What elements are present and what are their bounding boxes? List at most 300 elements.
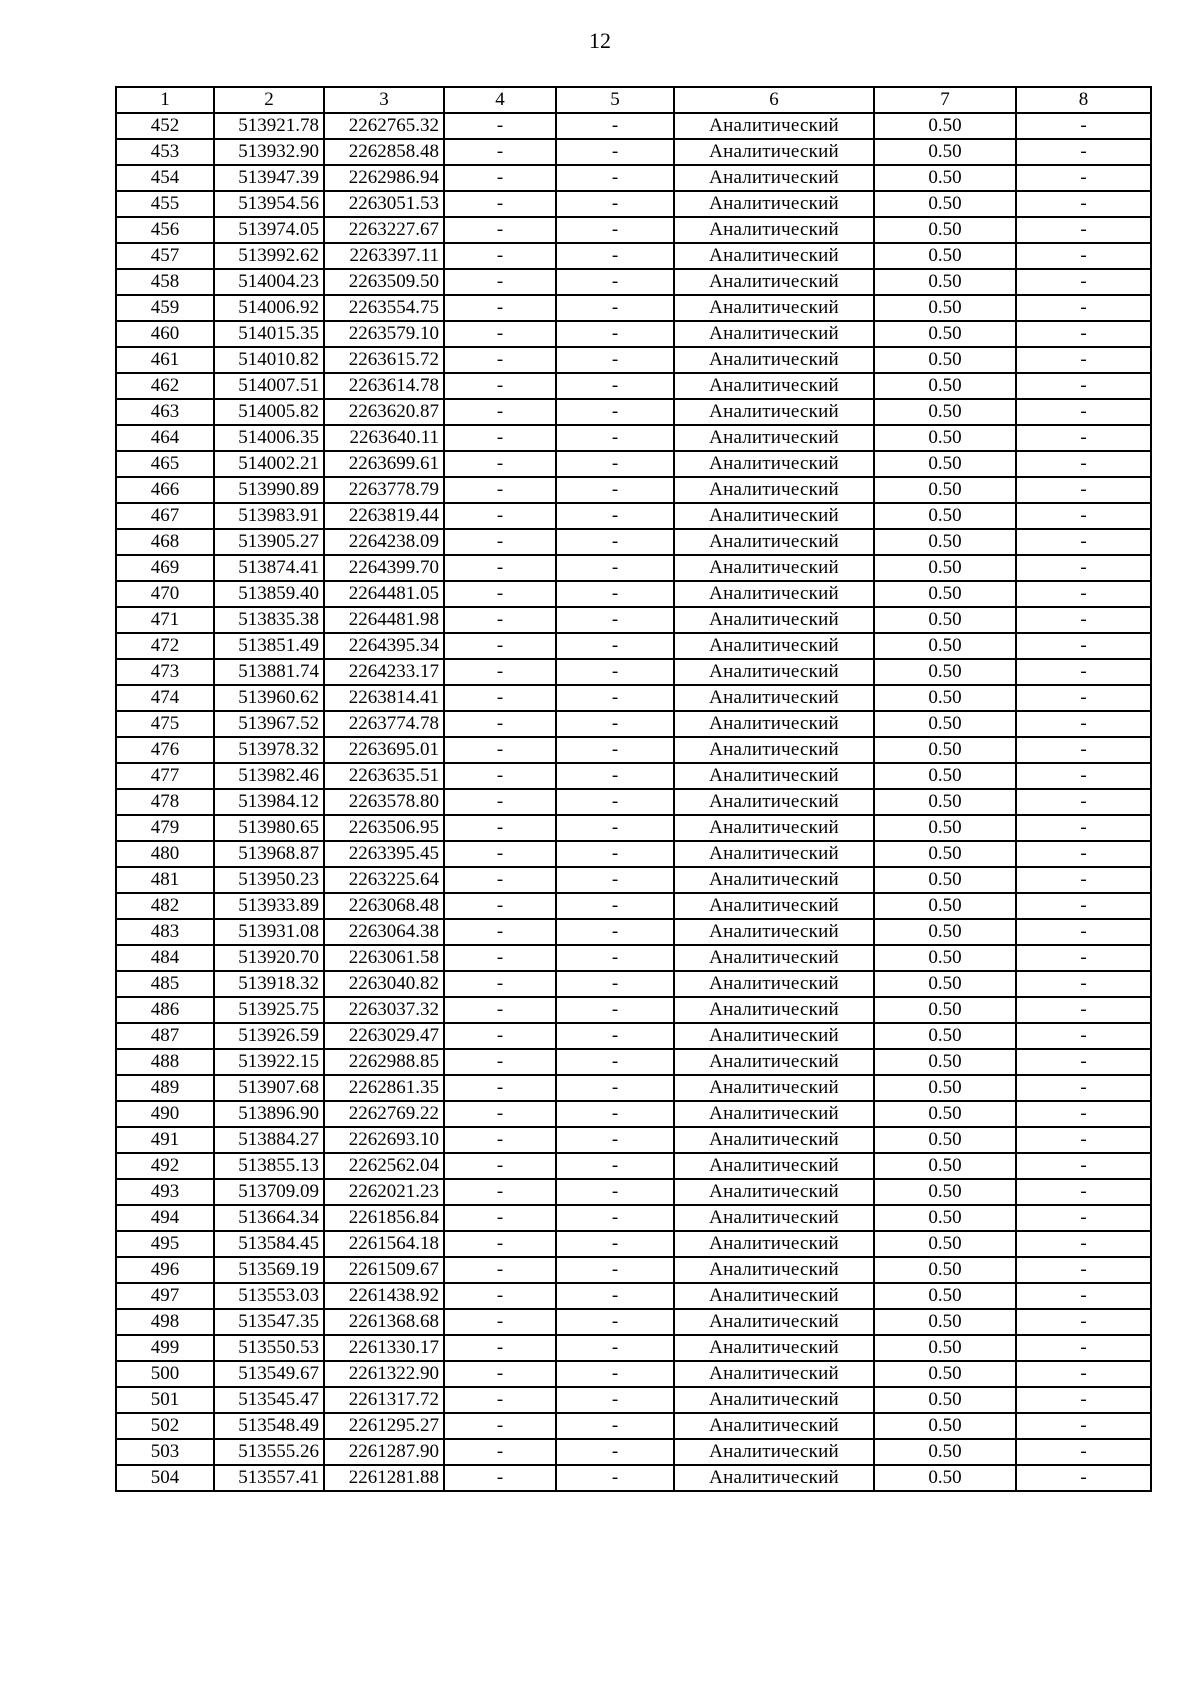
col5-cell: - xyxy=(556,841,674,867)
x-coordinate-cell: 513548.49 xyxy=(214,1413,324,1439)
y-coordinate-cell: 2264399.70 xyxy=(324,555,444,581)
accuracy-cell: 0.50 xyxy=(874,919,1016,945)
accuracy-cell: 0.50 xyxy=(874,1179,1016,1205)
point-number-cell: 485 xyxy=(116,971,214,997)
table-row xyxy=(116,295,1151,321)
col8-cell: - xyxy=(1016,919,1151,945)
y-coordinate-cell: 2263227.67 xyxy=(324,217,444,243)
col5-cell: - xyxy=(556,737,674,763)
y-coordinate-cell: 2263061.58 xyxy=(324,945,444,971)
col5-cell: - xyxy=(556,1049,674,1075)
point-number-cell: 457 xyxy=(116,243,214,269)
table-row xyxy=(116,1283,1151,1309)
x-coordinate-cell: 513851.49 xyxy=(214,633,324,659)
table-row xyxy=(116,555,1151,581)
col5-cell: - xyxy=(556,815,674,841)
table-row xyxy=(116,1231,1151,1257)
point-number-cell: 471 xyxy=(116,607,214,633)
col4-cell: - xyxy=(444,1283,556,1309)
x-coordinate-cell: 514005.82 xyxy=(214,399,324,425)
col4-cell: - xyxy=(444,529,556,555)
point-number-cell: 455 xyxy=(116,191,214,217)
y-coordinate-cell: 2263614.78 xyxy=(324,373,444,399)
x-coordinate-cell: 513984.12 xyxy=(214,789,324,815)
col8-cell: - xyxy=(1016,1413,1151,1439)
accuracy-cell: 0.50 xyxy=(874,1465,1016,1491)
method-cell: Аналитический xyxy=(674,1439,874,1465)
y-coordinate-cell: 2263699.61 xyxy=(324,451,444,477)
col5-cell: - xyxy=(556,1335,674,1361)
x-coordinate-cell: 513907.68 xyxy=(214,1075,324,1101)
coordinates-table xyxy=(115,86,1152,1492)
col5-cell: - xyxy=(556,1023,674,1049)
accuracy-cell: 0.50 xyxy=(874,971,1016,997)
x-coordinate-cell: 513859.40 xyxy=(214,581,324,607)
method-cell: Аналитический xyxy=(674,1309,874,1335)
col4-cell: - xyxy=(444,1387,556,1413)
y-coordinate-cell: 2264481.05 xyxy=(324,581,444,607)
method-cell: Аналитический xyxy=(674,373,874,399)
col4-cell: - xyxy=(444,477,556,503)
method-cell: Аналитический xyxy=(674,1413,874,1439)
x-coordinate-cell: 513925.75 xyxy=(214,997,324,1023)
table-row xyxy=(116,841,1151,867)
y-coordinate-cell: 2263040.82 xyxy=(324,971,444,997)
col8-cell: - xyxy=(1016,1205,1151,1231)
point-number-cell: 482 xyxy=(116,893,214,919)
accuracy-cell: 0.50 xyxy=(874,1309,1016,1335)
col5-cell: - xyxy=(556,1231,674,1257)
col8-cell: - xyxy=(1016,945,1151,971)
accuracy-cell: 0.50 xyxy=(874,1439,1016,1465)
accuracy-cell: 0.50 xyxy=(874,243,1016,269)
x-coordinate-cell: 513967.52 xyxy=(214,711,324,737)
col5-cell: - xyxy=(556,789,674,815)
x-coordinate-cell: 513709.09 xyxy=(214,1179,324,1205)
col8-cell: - xyxy=(1016,685,1151,711)
method-cell: Аналитический xyxy=(674,581,874,607)
method-cell: Аналитический xyxy=(674,659,874,685)
col5-cell: - xyxy=(556,477,674,503)
col5-cell: - xyxy=(556,1413,674,1439)
column-header: 6 xyxy=(674,87,874,113)
col8-cell: - xyxy=(1016,711,1151,737)
col8-cell: - xyxy=(1016,451,1151,477)
col4-cell: - xyxy=(444,945,556,971)
x-coordinate-cell: 513584.45 xyxy=(214,1231,324,1257)
method-cell: Аналитический xyxy=(674,685,874,711)
x-coordinate-cell: 513555.26 xyxy=(214,1439,324,1465)
method-cell: Аналитический xyxy=(674,1257,874,1283)
col5-cell: - xyxy=(556,165,674,191)
x-coordinate-cell: 513549.67 xyxy=(214,1361,324,1387)
y-coordinate-cell: 2261856.84 xyxy=(324,1205,444,1231)
point-number-cell: 486 xyxy=(116,997,214,1023)
col5-cell: - xyxy=(556,1465,674,1491)
col8-cell: - xyxy=(1016,555,1151,581)
col4-cell: - xyxy=(444,451,556,477)
y-coordinate-cell: 2264481.98 xyxy=(324,607,444,633)
method-cell: Аналитический xyxy=(674,1101,874,1127)
method-cell: Аналитический xyxy=(674,1153,874,1179)
y-coordinate-cell: 2263064.38 xyxy=(324,919,444,945)
method-cell: Аналитический xyxy=(674,269,874,295)
table-row xyxy=(116,1075,1151,1101)
x-coordinate-cell: 513545.47 xyxy=(214,1387,324,1413)
method-cell: Аналитический xyxy=(674,529,874,555)
col5-cell: - xyxy=(556,1361,674,1387)
table-row xyxy=(116,347,1151,373)
table-row xyxy=(116,1127,1151,1153)
y-coordinate-cell: 2263397.11 xyxy=(324,243,444,269)
col4-cell: - xyxy=(444,1153,556,1179)
col8-cell: - xyxy=(1016,815,1151,841)
table-row xyxy=(116,425,1151,451)
method-cell: Аналитический xyxy=(674,893,874,919)
col8-cell: - xyxy=(1016,633,1151,659)
x-coordinate-cell: 513932.90 xyxy=(214,139,324,165)
method-cell: Аналитический xyxy=(674,763,874,789)
y-coordinate-cell: 2263554.75 xyxy=(324,295,444,321)
y-coordinate-cell: 2263068.48 xyxy=(324,893,444,919)
point-number-cell: 465 xyxy=(116,451,214,477)
y-coordinate-cell: 2263395.45 xyxy=(324,841,444,867)
y-coordinate-cell: 2263774.78 xyxy=(324,711,444,737)
accuracy-cell: 0.50 xyxy=(874,139,1016,165)
col4-cell: - xyxy=(444,1023,556,1049)
method-cell: Аналитический xyxy=(674,113,874,139)
point-number-cell: 476 xyxy=(116,737,214,763)
col8-cell: - xyxy=(1016,1283,1151,1309)
point-number-cell: 499 xyxy=(116,1335,214,1361)
x-coordinate-cell: 513835.38 xyxy=(214,607,324,633)
col4-cell: - xyxy=(444,555,556,581)
accuracy-cell: 0.50 xyxy=(874,1231,1016,1257)
table-row xyxy=(116,815,1151,841)
col8-cell: - xyxy=(1016,191,1151,217)
col5-cell: - xyxy=(556,113,674,139)
table-row xyxy=(116,321,1151,347)
table-row xyxy=(116,685,1151,711)
method-cell: Аналитический xyxy=(674,1179,874,1205)
method-cell: Аналитический xyxy=(674,633,874,659)
accuracy-cell: 0.50 xyxy=(874,477,1016,503)
method-cell: Аналитический xyxy=(674,789,874,815)
col5-cell: - xyxy=(556,503,674,529)
method-cell: Аналитический xyxy=(674,555,874,581)
table-row xyxy=(116,139,1151,165)
col4-cell: - xyxy=(444,1335,556,1361)
point-number-cell: 496 xyxy=(116,1257,214,1283)
col4-cell: - xyxy=(444,1309,556,1335)
col8-cell: - xyxy=(1016,1439,1151,1465)
point-number-cell: 503 xyxy=(116,1439,214,1465)
col5-cell: - xyxy=(556,1257,674,1283)
table-row xyxy=(116,1023,1151,1049)
x-coordinate-cell: 513920.70 xyxy=(214,945,324,971)
table-row xyxy=(116,893,1151,919)
col4-cell: - xyxy=(444,139,556,165)
point-number-cell: 487 xyxy=(116,1023,214,1049)
table-row xyxy=(116,165,1151,191)
col4-cell: - xyxy=(444,295,556,321)
col8-cell: - xyxy=(1016,1075,1151,1101)
point-number-cell: 466 xyxy=(116,477,214,503)
y-coordinate-cell: 2261509.67 xyxy=(324,1257,444,1283)
col8-cell: - xyxy=(1016,971,1151,997)
col8-cell: - xyxy=(1016,789,1151,815)
accuracy-cell: 0.50 xyxy=(874,451,1016,477)
y-coordinate-cell: 2261368.68 xyxy=(324,1309,444,1335)
col4-cell: - xyxy=(444,841,556,867)
x-coordinate-cell: 513922.15 xyxy=(214,1049,324,1075)
method-cell: Аналитический xyxy=(674,607,874,633)
table-row xyxy=(116,1413,1151,1439)
col4-cell: - xyxy=(444,321,556,347)
accuracy-cell: 0.50 xyxy=(874,165,1016,191)
point-number-cell: 492 xyxy=(116,1153,214,1179)
accuracy-cell: 0.50 xyxy=(874,1387,1016,1413)
column-header: 8 xyxy=(1016,87,1151,113)
point-number-cell: 502 xyxy=(116,1413,214,1439)
point-number-cell: 498 xyxy=(116,1309,214,1335)
point-number-cell: 501 xyxy=(116,1387,214,1413)
page-number: 12 xyxy=(589,28,611,53)
accuracy-cell: 0.50 xyxy=(874,347,1016,373)
col4-cell: - xyxy=(444,685,556,711)
point-number-cell: 489 xyxy=(116,1075,214,1101)
accuracy-cell: 0.50 xyxy=(874,685,1016,711)
x-coordinate-cell: 513553.03 xyxy=(214,1283,324,1309)
accuracy-cell: 0.50 xyxy=(874,399,1016,425)
col8-cell: - xyxy=(1016,399,1151,425)
col8-cell: - xyxy=(1016,425,1151,451)
accuracy-cell: 0.50 xyxy=(874,581,1016,607)
column-header: 3 xyxy=(324,87,444,113)
col8-cell: - xyxy=(1016,113,1151,139)
col5-cell: - xyxy=(556,1205,674,1231)
table-row xyxy=(116,789,1151,815)
col5-cell: - xyxy=(556,1101,674,1127)
table-row xyxy=(116,1205,1151,1231)
col8-cell: - xyxy=(1016,217,1151,243)
accuracy-cell: 0.50 xyxy=(874,1257,1016,1283)
method-cell: Аналитический xyxy=(674,1075,874,1101)
col8-cell: - xyxy=(1016,529,1151,555)
y-coordinate-cell: 2262765.32 xyxy=(324,113,444,139)
col5-cell: - xyxy=(556,243,674,269)
col8-cell: - xyxy=(1016,841,1151,867)
col8-cell: - xyxy=(1016,1309,1151,1335)
point-number-cell: 468 xyxy=(116,529,214,555)
col4-cell: - xyxy=(444,503,556,529)
col5-cell: - xyxy=(556,425,674,451)
table-row xyxy=(116,1309,1151,1335)
method-cell: Аналитический xyxy=(674,1283,874,1309)
point-number-cell: 472 xyxy=(116,633,214,659)
method-cell: Аналитический xyxy=(674,1049,874,1075)
point-number-cell: 467 xyxy=(116,503,214,529)
x-coordinate-cell: 513874.41 xyxy=(214,555,324,581)
col4-cell: - xyxy=(444,269,556,295)
table-row xyxy=(116,867,1151,893)
x-coordinate-cell: 513557.41 xyxy=(214,1465,324,1491)
method-cell: Аналитический xyxy=(674,737,874,763)
col5-cell: - xyxy=(556,1309,674,1335)
col4-cell: - xyxy=(444,347,556,373)
accuracy-cell: 0.50 xyxy=(874,425,1016,451)
accuracy-cell: 0.50 xyxy=(874,659,1016,685)
col4-cell: - xyxy=(444,815,556,841)
col4-cell: - xyxy=(444,217,556,243)
col4-cell: - xyxy=(444,971,556,997)
point-number-cell: 477 xyxy=(116,763,214,789)
col8-cell: - xyxy=(1016,1387,1151,1413)
point-number-cell: 453 xyxy=(116,139,214,165)
y-coordinate-cell: 2262769.22 xyxy=(324,1101,444,1127)
y-coordinate-cell: 2264395.34 xyxy=(324,633,444,659)
y-coordinate-cell: 2263578.80 xyxy=(324,789,444,815)
accuracy-cell: 0.50 xyxy=(874,1101,1016,1127)
point-number-cell: 460 xyxy=(116,321,214,347)
point-number-cell: 464 xyxy=(116,425,214,451)
col5-cell: - xyxy=(556,295,674,321)
accuracy-cell: 0.50 xyxy=(874,789,1016,815)
table-row xyxy=(116,217,1151,243)
col5-cell: - xyxy=(556,217,674,243)
method-cell: Аналитический xyxy=(674,1127,874,1153)
col5-cell: - xyxy=(556,685,674,711)
col4-cell: - xyxy=(444,633,556,659)
y-coordinate-cell: 2261322.90 xyxy=(324,1361,444,1387)
x-coordinate-cell: 513992.62 xyxy=(214,243,324,269)
accuracy-cell: 0.50 xyxy=(874,1361,1016,1387)
y-coordinate-cell: 2263509.50 xyxy=(324,269,444,295)
col5-cell: - xyxy=(556,555,674,581)
x-coordinate-cell: 513954.56 xyxy=(214,191,324,217)
x-coordinate-cell: 514006.92 xyxy=(214,295,324,321)
col8-cell: - xyxy=(1016,1361,1151,1387)
table-row xyxy=(116,945,1151,971)
accuracy-cell: 0.50 xyxy=(874,217,1016,243)
x-coordinate-cell: 513974.05 xyxy=(214,217,324,243)
table-row xyxy=(116,503,1151,529)
accuracy-cell: 0.50 xyxy=(874,945,1016,971)
accuracy-cell: 0.50 xyxy=(874,607,1016,633)
x-coordinate-cell: 513918.32 xyxy=(214,971,324,997)
point-number-cell: 483 xyxy=(116,919,214,945)
col8-cell: - xyxy=(1016,477,1151,503)
table-row xyxy=(116,659,1151,685)
column-header: 2 xyxy=(214,87,324,113)
table-row xyxy=(116,1179,1151,1205)
accuracy-cell: 0.50 xyxy=(874,867,1016,893)
col4-cell: - xyxy=(444,1257,556,1283)
col5-cell: - xyxy=(556,529,674,555)
col4-cell: - xyxy=(444,1049,556,1075)
accuracy-cell: 0.50 xyxy=(874,633,1016,659)
col4-cell: - xyxy=(444,1075,556,1101)
col4-cell: - xyxy=(444,373,556,399)
y-coordinate-cell: 2263819.44 xyxy=(324,503,444,529)
col4-cell: - xyxy=(444,867,556,893)
col5-cell: - xyxy=(556,1075,674,1101)
accuracy-cell: 0.50 xyxy=(874,269,1016,295)
point-number-cell: 459 xyxy=(116,295,214,321)
method-cell: Аналитический xyxy=(674,321,874,347)
x-coordinate-cell: 513968.87 xyxy=(214,841,324,867)
method-cell: Аналитический xyxy=(674,815,874,841)
table-row xyxy=(116,113,1151,139)
col5-cell: - xyxy=(556,711,674,737)
point-number-cell: 497 xyxy=(116,1283,214,1309)
col5-cell: - xyxy=(556,633,674,659)
table-row xyxy=(116,971,1151,997)
col8-cell: - xyxy=(1016,607,1151,633)
y-coordinate-cell: 2261438.92 xyxy=(324,1283,444,1309)
method-cell: Аналитический xyxy=(674,295,874,321)
col5-cell: - xyxy=(556,1127,674,1153)
table-row xyxy=(116,763,1151,789)
x-coordinate-cell: 513950.23 xyxy=(214,867,324,893)
y-coordinate-cell: 2263029.47 xyxy=(324,1023,444,1049)
method-cell: Аналитический xyxy=(674,191,874,217)
point-number-cell: 470 xyxy=(116,581,214,607)
accuracy-cell: 0.50 xyxy=(874,1283,1016,1309)
col5-cell: - xyxy=(556,373,674,399)
method-cell: Аналитический xyxy=(674,503,874,529)
x-coordinate-cell: 513990.89 xyxy=(214,477,324,503)
method-cell: Аналитический xyxy=(674,711,874,737)
col5-cell: - xyxy=(556,1283,674,1309)
col5-cell: - xyxy=(556,399,674,425)
table-row xyxy=(116,373,1151,399)
y-coordinate-cell: 2262988.85 xyxy=(324,1049,444,1075)
method-cell: Аналитический xyxy=(674,1231,874,1257)
accuracy-cell: 0.50 xyxy=(874,893,1016,919)
x-coordinate-cell: 514006.35 xyxy=(214,425,324,451)
method-cell: Аналитический xyxy=(674,945,874,971)
y-coordinate-cell: 2263051.53 xyxy=(324,191,444,217)
method-cell: Аналитический xyxy=(674,139,874,165)
y-coordinate-cell: 2263037.32 xyxy=(324,997,444,1023)
table-row xyxy=(116,633,1151,659)
x-coordinate-cell: 513931.08 xyxy=(214,919,324,945)
col4-cell: - xyxy=(444,893,556,919)
x-coordinate-cell: 513978.32 xyxy=(214,737,324,763)
x-coordinate-cell: 513884.27 xyxy=(214,1127,324,1153)
method-cell: Аналитический xyxy=(674,971,874,997)
point-number-cell: 461 xyxy=(116,347,214,373)
col5-cell: - xyxy=(556,1153,674,1179)
y-coordinate-cell: 2261295.27 xyxy=(324,1413,444,1439)
col8-cell: - xyxy=(1016,1335,1151,1361)
y-coordinate-cell: 2262858.48 xyxy=(324,139,444,165)
col4-cell: - xyxy=(444,581,556,607)
table-row xyxy=(116,529,1151,555)
col8-cell: - xyxy=(1016,373,1151,399)
point-number-cell: 463 xyxy=(116,399,214,425)
x-coordinate-cell: 513547.35 xyxy=(214,1309,324,1335)
col4-cell: - xyxy=(444,1465,556,1491)
col5-cell: - xyxy=(556,1387,674,1413)
col5-cell: - xyxy=(556,945,674,971)
table-row xyxy=(116,711,1151,737)
accuracy-cell: 0.50 xyxy=(874,711,1016,737)
method-cell: Аналитический xyxy=(674,919,874,945)
point-number-cell: 479 xyxy=(116,815,214,841)
method-cell: Аналитический xyxy=(674,867,874,893)
